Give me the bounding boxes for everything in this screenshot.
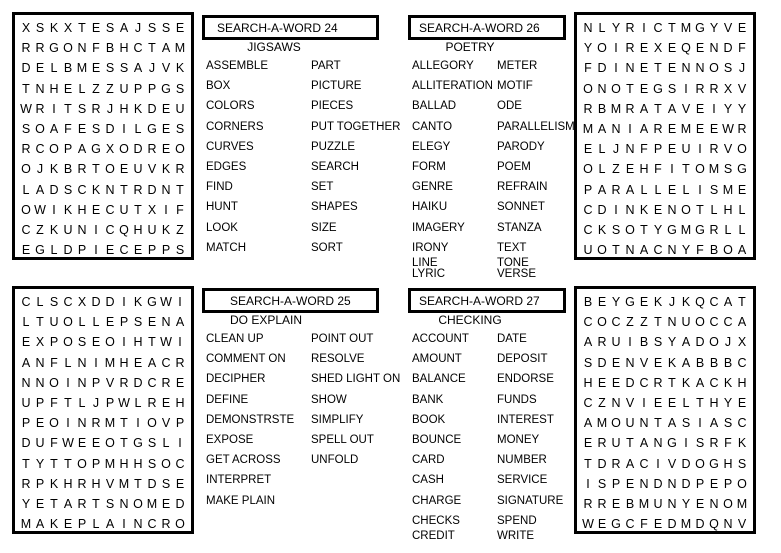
word-list-item: INTEREST <box>497 413 554 426</box>
word-list-item: HUNT <box>206 201 238 214</box>
grid-row: W E G C F E D M D Q N V <box>582 517 747 532</box>
word-list-item: SIMPLIFY <box>311 413 364 426</box>
word-list-25-col2 <box>311 329 400 470</box>
word-list-item: ELEGY <box>412 140 451 153</box>
puzzle-subtitle-24: JIGSAWS <box>247 40 301 54</box>
word-list-item: UNFOLD <box>311 454 359 467</box>
grid-row: D U F W E E O T G S L I <box>21 436 182 451</box>
word-list-item: PUT TOGETHER <box>311 120 401 133</box>
word-list-27-col1 <box>412 329 469 542</box>
grid-row: T Y T T O P M H H S O C <box>22 456 185 471</box>
letter-grid-24 <box>12 12 194 260</box>
word-list-item: CURVES <box>206 140 254 153</box>
grid-row: A R U I B S Y A D O J X <box>583 335 747 350</box>
word-list-item: SPEND <box>497 514 537 527</box>
word-list-24-col1 <box>206 56 268 258</box>
puzzle-subtitle-27: CHECKING <box>438 313 502 327</box>
word-list-item: CLEAN UP <box>206 333 264 345</box>
word-list-item: DEFINE <box>206 393 249 406</box>
word-list-item: LYRIC <box>412 268 446 281</box>
grid-row: O L Z E H F I T O M S G <box>583 162 747 177</box>
word-list-item: STANZA <box>497 221 542 234</box>
grid-row: R R E B M U N Y E N O M <box>583 496 748 511</box>
word-list-item: INTERPRET <box>206 474 272 487</box>
grid-row: N N O I N P V R D C R E <box>21 375 185 390</box>
word-list-item: HAIKU <box>412 201 448 214</box>
grid-row: B E Y G E K J K Q C A T <box>583 295 746 310</box>
word-list-item: REFRAIN <box>497 181 548 194</box>
word-list-item: CHARGE <box>412 494 462 507</box>
word-list-item: PART <box>311 60 341 72</box>
puzzle-title-24: SEARCH-A-WORD 24 <box>202 15 379 40</box>
word-list-item: DEMONSTRSTE <box>206 413 295 426</box>
grid-row: Y O I R E X E Q E N D F <box>583 41 746 56</box>
grid-row: M A K E P L A I N C R O <box>20 517 185 532</box>
word-list-item: METER <box>497 60 538 72</box>
word-list-item: SHAPES <box>311 201 358 214</box>
word-list-item: BALANCE <box>412 373 466 386</box>
word-list-item: CASH <box>412 474 444 487</box>
word-list-item: GET ACROSS <box>206 454 281 467</box>
word-list-item: SONNET <box>497 201 545 214</box>
word-list-item: CREDIT <box>412 530 455 543</box>
grid-row: R R G O N F B H C T A M <box>21 41 186 56</box>
grid-row: P E O I N R M T I O V P <box>21 416 185 431</box>
word-list-item: MATCH <box>206 241 247 254</box>
word-list-item: SET <box>311 181 334 194</box>
grid-row: C Z K U N I C Q H U K Z <box>21 222 184 237</box>
word-list-item: TEXT <box>497 241 527 254</box>
grid-row: A M O U N T A S I A S C <box>583 416 747 431</box>
grid-row: L T U O L L E P S E N A <box>22 315 185 330</box>
letter-grid-25 <box>12 286 194 534</box>
word-list-item: PARALLELISM <box>497 120 575 133</box>
grid-row: T N H E L Z Z U P P G S <box>22 81 185 96</box>
grid-row: U O T N A C N Y F B O A <box>583 243 747 258</box>
word-list-item: BOUNCE <box>412 434 462 447</box>
word-list-item: AMOUNT <box>412 353 462 366</box>
word-list-item: PICTURE <box>311 80 362 93</box>
grid-row: H E E D C R T K A C K H <box>583 375 747 390</box>
word-list-item: RESOLVE <box>311 353 365 366</box>
grid-row: R B M R A T A V E I Y Y <box>583 101 747 116</box>
puzzle-title-26: SEARCH-A-WORD 26 <box>408 15 566 40</box>
word-list-26-col2 <box>497 56 575 280</box>
word-list-item: DEPOSIT <box>497 353 548 366</box>
grid-row: E R U T A N G I S R F K <box>583 436 747 451</box>
word-list-item: ALLEGORY <box>412 60 474 72</box>
grid-row: R C O P A G X O D R E O <box>21 142 185 157</box>
word-list-item: LINE <box>412 257 438 270</box>
word-list-item: FORM <box>412 161 446 174</box>
word-list-24-col2 <box>311 56 400 258</box>
grid-row: P A R A L L E L I S M E <box>583 182 747 197</box>
word-list-item: ODE <box>497 100 522 113</box>
grid-row: T D R A C I V D O G H S <box>584 456 747 471</box>
word-list-item: EXPOSE <box>206 434 254 447</box>
word-list-item: IRONY <box>412 241 449 254</box>
word-list-item: DECIPHER <box>206 373 266 386</box>
word-list-item: SPELL OUT <box>311 434 374 447</box>
word-list-item: EDGES <box>206 161 247 174</box>
word-list-item: GENRE <box>412 181 453 194</box>
puzzle-subtitle-26: POETRY <box>445 40 495 54</box>
word-list-item: ENDORSE <box>497 373 554 386</box>
puzzle-title-27: SEARCH-A-WORD 27 <box>408 288 566 313</box>
word-list-item: TONE <box>497 257 529 270</box>
word-list-item: SEARCH <box>311 161 359 174</box>
word-list-item: PIECES <box>311 100 354 113</box>
grid-row: X S K X T E S A J S S E <box>21 21 185 36</box>
grid-row: F D I N E T E N N O S J <box>584 61 746 76</box>
word-list-item: MAKE PLAIN <box>206 494 276 507</box>
grid-row: O N O T E G S I R R X V <box>583 81 747 96</box>
word-list-item: CANTO <box>412 120 453 133</box>
grid-row: E L J N F P E U I R V O <box>583 142 747 157</box>
word-list-item: POEM <box>497 161 531 174</box>
word-list-item: LOOK <box>206 221 238 234</box>
letter-grid-26 <box>574 12 756 260</box>
grid-row: I S P E N D N D P E P O <box>586 476 747 491</box>
grid-row: N L Y R I C T M G Y V E <box>583 21 747 36</box>
letter-grid-27 <box>574 286 756 534</box>
grid-row: S D E N V E K A B B B C <box>583 355 747 370</box>
word-list-25-col1 <box>206 329 294 511</box>
word-list-27-col2 <box>497 329 563 542</box>
word-list-item: COMMENT ON <box>206 353 286 366</box>
grid-row: C K S O T Y G M G R L L <box>583 222 746 237</box>
grid-row: E G L D P I E C E P P S <box>21 243 185 258</box>
grid-row: C L S C X D D I K G W I <box>21 295 182 310</box>
grid-row: O W I K H E C U T X I F <box>21 202 184 217</box>
grid-row: U P F T L J P W L R E H <box>21 396 185 411</box>
word-list-item: CORNERS <box>206 120 264 133</box>
word-list-item: BANK <box>412 393 444 406</box>
grid-row: C O C Z Z T N U O C C A <box>583 315 747 330</box>
puzzle-title-25: SEARCH-A-WORD 25 <box>202 288 379 313</box>
word-list-item: SHOW <box>311 393 347 406</box>
word-list-item: MOTIF <box>497 80 533 93</box>
word-list-item: PUZZLE <box>311 140 356 153</box>
word-list-item: ALLITERATION <box>412 80 493 93</box>
word-list-item: SERVICE <box>497 474 548 487</box>
word-list-item: FUNDS <box>497 393 537 406</box>
grid-row: W R I T S R J H K D E U <box>20 101 185 116</box>
grid-row: Y E T A R T S N O M E D <box>21 496 185 511</box>
word-list-item: VERSE <box>497 268 536 281</box>
word-list-item: IMAGERY <box>412 221 465 234</box>
word-list-item: SIGNATURE <box>497 494 564 507</box>
grid-row: C D I N K E N O T L H L <box>583 202 746 217</box>
word-list-item: DATE <box>497 333 527 345</box>
word-list-item: WRITE <box>497 530 535 543</box>
word-list-item: BOOK <box>412 413 446 426</box>
word-list-item: SHED LIGHT ON <box>311 373 401 386</box>
word-list-item: POINT OUT <box>311 333 374 345</box>
puzzle-subtitle-25: DO EXPLAIN <box>229 313 303 327</box>
word-list-item: SIZE <box>311 221 337 234</box>
grid-row: R P K H R H V M T D S E <box>21 476 185 491</box>
grid-row: M A N I A R E M E E W R <box>582 122 747 137</box>
word-list-item: BOX <box>206 80 231 93</box>
grid-row: L A D S C K N T R D N T <box>22 182 184 197</box>
word-list-item: CARD <box>412 454 445 467</box>
word-list-item: CHECKS <box>412 514 460 527</box>
grid-row: S O A F E S D I L G E S <box>21 122 185 137</box>
grid-row: O J K B R T O E U V K R <box>21 162 185 177</box>
word-list-item: BALLAD <box>412 100 457 113</box>
word-list-item: COLORS <box>206 100 255 113</box>
word-list-item: NUMBER <box>497 454 547 467</box>
word-list-item: PARODY <box>497 140 545 153</box>
grid-row: A N F L N I M H E A C R <box>21 355 185 370</box>
word-list-item: MONEY <box>497 434 540 447</box>
grid-row: C Z N V I E E L T H Y E <box>583 396 747 411</box>
grid-row: E X P O S E O I H T W I <box>21 335 182 350</box>
word-list-item: FIND <box>206 181 233 194</box>
grid-row: D E L B M E S S A J V K <box>21 61 185 76</box>
word-list-26-col1 <box>412 56 493 280</box>
word-list-item: ACCOUNT <box>412 333 469 345</box>
word-list-item: ASSEMBLE <box>206 60 268 72</box>
word-list-item: SORT <box>311 241 343 254</box>
